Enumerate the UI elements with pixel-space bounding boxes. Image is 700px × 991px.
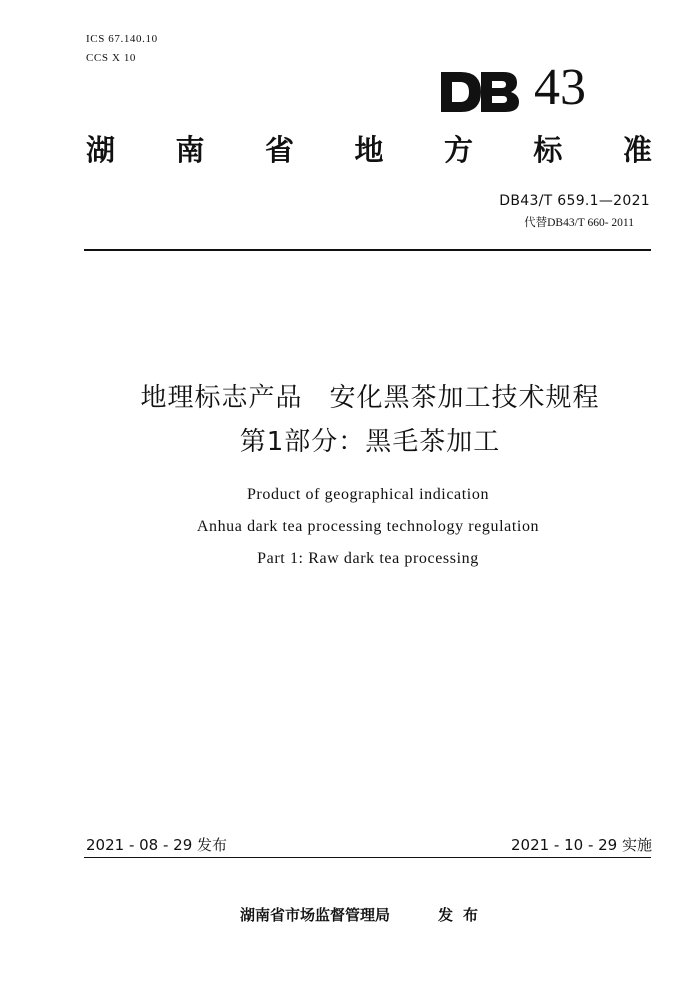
title-char: 南 <box>175 133 205 167</box>
english-title-line-2: Anhua dark tea processing technology regulation <box>196 518 540 535</box>
publisher: 湖南省市场监督管理局 <box>240 906 391 924</box>
english-title-line-1: Product of geographical indication <box>246 486 490 503</box>
issue-date: 2021 - 08 - 29 发布 <box>86 836 228 854</box>
title-char: 方 <box>443 133 473 167</box>
ics-code: ICS 67.140.10 <box>86 33 158 45</box>
title-char: 省 <box>264 133 294 167</box>
title-char: 地 <box>354 133 384 167</box>
publish-label: 发布 <box>438 906 489 924</box>
standard-number: DB43/T 659.1—2021 <box>499 193 650 209</box>
standard-type-title <box>86 130 652 170</box>
db-logo <box>441 59 619 116</box>
english-title-line-3: Part 1: Raw dark tea processing <box>257 550 479 567</box>
replaces-standard: 代替DB43/T 660- 2011 <box>524 217 634 229</box>
implementation-date: 2021 - 10 - 29 实施 <box>510 836 652 854</box>
db-province-number: 43 <box>534 59 586 116</box>
top-divider <box>84 249 651 251</box>
bottom-divider <box>84 857 651 858</box>
chinese-title-line-2: 第1部分：黑毛茶加工 <box>239 427 501 457</box>
title-char: 湖 <box>86 133 116 167</box>
title-char: 标 <box>533 133 563 167</box>
ccs-code: CCS X 10 <box>86 52 137 64</box>
chinese-title-line-1: 地理标志产品 安化黑茶加工技术规程 <box>140 383 600 413</box>
title-char: 准 <box>622 133 652 167</box>
